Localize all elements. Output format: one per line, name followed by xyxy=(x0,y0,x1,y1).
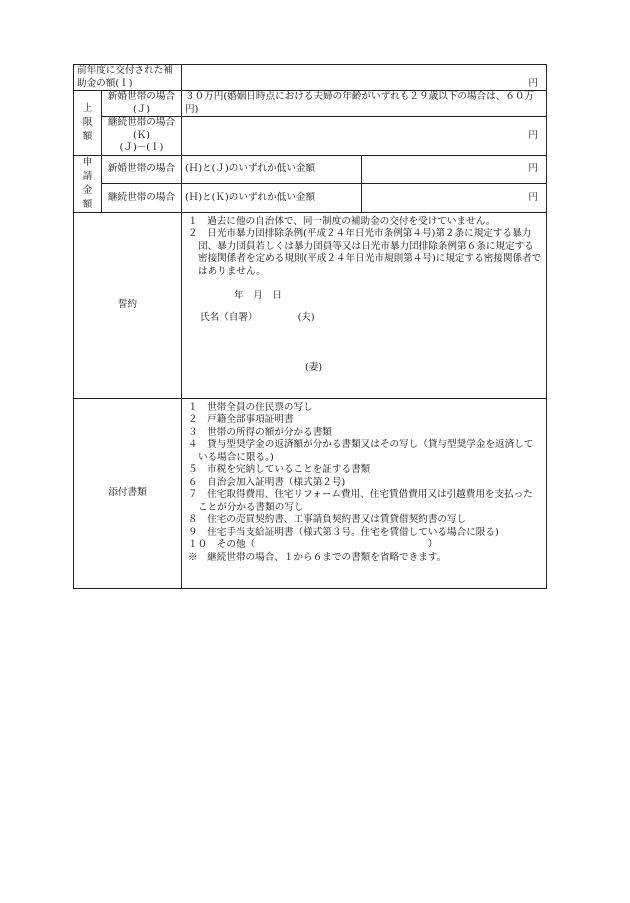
upper-limit-new-row xyxy=(74,91,547,117)
upper-limit-cont-unit: 円 xyxy=(182,117,547,156)
attachment-item: ９ 住宅手当支給証明書（様式第３号。住宅を賃借している場合に限る) xyxy=(188,526,499,538)
application-cont-unit: 円 xyxy=(362,184,547,213)
attachment-item-other: １０ その他（ ） xyxy=(188,539,438,550)
attachment-item: ８ 住宅の売買契約書、工事請負契約書又は賃貸借契約書の写し xyxy=(188,514,467,525)
attachments-list xyxy=(182,398,547,588)
pledge-label: 誓約 xyxy=(74,212,182,398)
attachment-item: ２ 戸籍全部事項証明書 xyxy=(188,414,294,425)
attachment-item: ６ 自治会加入証明書（様式第２号) xyxy=(188,476,346,488)
application-new-unit: 円 xyxy=(362,155,547,184)
pledge-item: ２ 日光市暴力団排除条例(平成２４年日光市条例第４号)第２条に規定する暴力団、暴力団員若しくは暴力団員等又は日光市暴力団排除条例第６条に規定する密接関係者を定める規則(平成２４年日光市規則第４号)に規定する密接関係者ではありません。 xyxy=(188,228,542,277)
attachment-item: ４ 貸与型奨学金の返済額が分かる書類又はその写し（貸与型奨学金を返済している場合に限る。) xyxy=(188,439,534,463)
upper-limit-cont-row xyxy=(74,117,547,156)
upper-limit-new-text: ３０万円(婚姻日時点における夫婦の年齢がいずれも２９歳以下の場合は、６０万円) xyxy=(182,91,547,117)
application-cont-text: (Ｈ)と(Ｋ)のいずれか低い金額 xyxy=(182,184,362,213)
wife-label: (妻) xyxy=(305,362,323,373)
attachment-item: ３ 世帯の所得の額が分かる書類 xyxy=(188,426,332,438)
upper-limit-new-label: 新婚世帯の場合(Ｊ) xyxy=(102,91,182,117)
pledge-item: １ 過去に他の自治体で、同一制度の補助金の交付を受けていません。 xyxy=(188,215,496,227)
application-new-row xyxy=(74,155,547,184)
subsidy-form-table xyxy=(73,64,547,589)
attachment-item: １ 世帯全員の住民票の写し xyxy=(188,401,313,413)
prev-amount-label: 前年度に交付された補助金の額(Ｉ) xyxy=(74,65,182,91)
application-group-label: 申 請 金 額 xyxy=(74,155,102,212)
prev-amount-unit: 円 xyxy=(182,65,547,91)
application-new-label: 新婚世帯の場合 xyxy=(102,155,182,184)
attachment-note: ※ 継続世帯の場合、１から６までの書類を省略できます。 xyxy=(188,551,447,563)
upper-limit-cont-formula: (Ｊ)－(Ｉ) xyxy=(119,142,164,153)
attachment-item: ７ 住宅取得費用、住宅リフォーム費用、住宅賃借費用又は引越費用を支払ったことが分かる書類の写し xyxy=(188,489,533,513)
upper-limit-cont-label-cell xyxy=(102,117,182,156)
pledge-content xyxy=(182,212,547,398)
pledge-row xyxy=(74,212,547,398)
application-cont-row xyxy=(74,184,547,213)
name-label: 氏名（自署） xyxy=(200,311,258,323)
attachment-item: ５ 市税を完納していることを証する書類 xyxy=(188,464,371,475)
upper-limit-cont-label: 継続世帯の場合(Ｋ) xyxy=(107,117,176,141)
application-cont-label: 継続世帯の場合 xyxy=(102,184,182,213)
upper-limit-group-label: 上 限 額 xyxy=(74,91,102,156)
pledge-date: 年 月 日 xyxy=(234,290,282,301)
attachments-row xyxy=(74,398,547,588)
pledge-signature-line xyxy=(188,312,542,325)
attachments-label: 添付書類 xyxy=(74,398,182,588)
application-new-text: (Ｈ)と(Ｊ)のいずれか低い金額 xyxy=(182,155,362,184)
husband-label: (夫) xyxy=(297,311,315,323)
prev-amount-row xyxy=(74,65,547,91)
